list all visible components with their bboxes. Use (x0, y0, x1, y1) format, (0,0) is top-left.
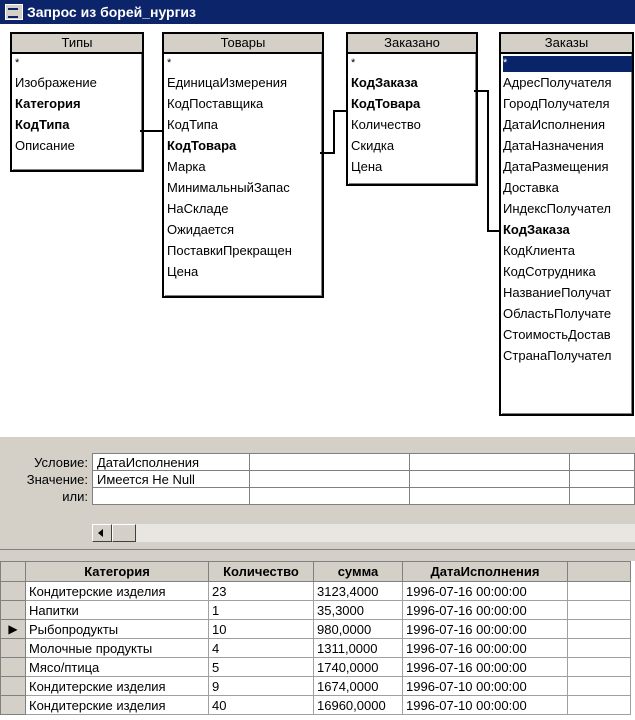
field-item[interactable]: * (15, 57, 20, 69)
criteria-field-cell-4[interactable] (569, 453, 635, 471)
table-cell[interactable]: 1996-07-16 00:00:00 (403, 620, 568, 639)
field-item[interactable]: * (503, 56, 632, 72)
criteria-field-cell[interactable]: ДатаИсполнения (92, 453, 250, 471)
table-tipy-fields (12, 54, 142, 156)
field-item[interactable]: МинимальныйЗапас (167, 180, 290, 195)
table-cell[interactable]: 1996-07-16 00:00:00 (403, 639, 568, 658)
field-item[interactable]: КодТипа (167, 117, 219, 132)
scroll-thumb[interactable] (112, 524, 136, 542)
row-selector[interactable] (1, 601, 26, 620)
table-cell[interactable]: 10 (209, 620, 314, 639)
empty-cell (568, 601, 631, 620)
empty-cell (568, 658, 631, 677)
table-cell[interactable]: Кондитерские изделия (26, 677, 209, 696)
criteria-value-cell[interactable]: Имеется Не Null (92, 470, 250, 488)
join-line-zakazano-zakazy[interactable] (474, 90, 488, 92)
field-item[interactable]: * (351, 57, 356, 69)
field-item[interactable]: * (167, 57, 172, 69)
field-item[interactable]: КодТовара (167, 138, 237, 153)
column-header[interactable]: ДатаИсполнения (403, 562, 568, 582)
title-bar[interactable] (0, 0, 635, 24)
table-cell[interactable]: 3123,4000 (314, 582, 403, 601)
field-item[interactable]: ИндексПолучател (503, 201, 611, 216)
field-item[interactable]: КодЗаказа (503, 222, 570, 237)
criteria-field-cell-2[interactable] (249, 453, 410, 471)
table-zakazano-fields (348, 54, 476, 177)
row-selector-header[interactable] (1, 562, 26, 582)
criteria-field-cell-3[interactable] (409, 453, 570, 471)
table-cell[interactable]: Напитки (26, 601, 209, 620)
table-tovary-title[interactable]: Товары (164, 34, 322, 54)
field-item[interactable]: Цена (351, 159, 383, 174)
criteria-or-cell-3[interactable] (409, 487, 570, 505)
table-cell[interactable]: 5 (209, 658, 314, 677)
table-cell[interactable]: Рыбопродукты (26, 620, 209, 639)
table-cell[interactable]: Молочные продукты (26, 639, 209, 658)
table-cell[interactable]: Мясо/птица (26, 658, 209, 677)
field-item[interactable]: СтранаПолучател (503, 348, 612, 363)
field-item[interactable]: ЕдиницаИзмерения (167, 75, 288, 90)
results-table (0, 561, 631, 715)
field-item[interactable]: НазваниеПолучат (503, 285, 612, 300)
field-item[interactable]: СтоимостьДостав (503, 327, 611, 342)
row-selector[interactable] (1, 677, 26, 696)
criteria-horizontal-scrollbar[interactable] (92, 524, 635, 542)
field-item[interactable]: Описание (15, 138, 75, 153)
field-item[interactable]: КодЗаказа (351, 75, 418, 90)
table-tovary-fields (164, 54, 322, 282)
window-title: Запрос из борей_нургиз (27, 4, 196, 20)
criteria-or-cell[interactable] (92, 487, 250, 505)
field-item[interactable]: Изображение (15, 75, 97, 90)
query-icon (5, 4, 23, 20)
table-cell[interactable]: 1996-07-16 00:00:00 (403, 601, 568, 620)
criteria-value-cell-2[interactable] (249, 470, 410, 488)
field-item[interactable]: Марка (167, 159, 206, 174)
field-item[interactable]: ПоставкиПрекращен (167, 243, 292, 258)
table-zakazano[interactable] (346, 32, 478, 186)
join-line-zakazano-zakazy-h (487, 230, 501, 232)
table-cell[interactable]: 40 (209, 696, 314, 715)
table-tipy-title[interactable]: Типы (12, 34, 142, 54)
table-cell[interactable]: 1 (209, 601, 314, 620)
criteria-or-cell-2[interactable] (249, 487, 410, 505)
field-item[interactable]: КодСотрудника (503, 264, 596, 279)
empty-cell (568, 696, 631, 715)
table-zakazy-title[interactable]: Заказы (501, 34, 632, 54)
join-line-tovary-zakazano-v (333, 110, 335, 154)
join-line-tovary-zakazano[interactable] (320, 152, 334, 154)
results-datasheet (0, 561, 635, 720)
table-tipy[interactable] (10, 32, 144, 172)
field-item[interactable]: Цена (167, 264, 199, 279)
criteria-or-cell-4[interactable] (569, 487, 635, 505)
field-item[interactable]: НаСкладе (167, 201, 229, 216)
table-cell[interactable]: 9 (209, 677, 314, 696)
field-item[interactable]: Скидка (351, 138, 395, 153)
table-cell[interactable]: 1996-07-10 00:00:00 (403, 696, 568, 715)
field-item[interactable]: КодТипа (15, 117, 70, 132)
table-row[interactable] (1, 677, 631, 696)
empty-cell (568, 582, 631, 601)
field-item[interactable]: Ожидается (167, 222, 235, 237)
criteria-value-cell-3[interactable] (409, 470, 570, 488)
arrow-left-icon (93, 525, 109, 541)
field-item[interactable]: ДатаНазначения (503, 138, 604, 153)
row-selector[interactable] (1, 696, 26, 715)
empty-column-header (568, 562, 631, 582)
table-cell[interactable]: 35,3000 (314, 601, 403, 620)
field-item[interactable]: АдресПолучателя (503, 75, 612, 90)
field-item[interactable]: Количество (351, 117, 421, 132)
table-cell[interactable]: 23 (209, 582, 314, 601)
row-selector[interactable] (1, 582, 26, 601)
table-cell[interactable]: 4 (209, 639, 314, 658)
table-zakazano-title[interactable]: Заказано (348, 34, 476, 54)
table-row[interactable] (1, 658, 631, 677)
field-item[interactable]: ОбластьПолучате (503, 306, 612, 321)
query-design-area (0, 24, 635, 436)
table-row[interactable] (1, 601, 631, 620)
table-cell[interactable]: 1996-07-10 00:00:00 (403, 677, 568, 696)
field-item[interactable]: Категория (15, 96, 81, 111)
table-cell[interactable]: Кондитерские изделия (26, 582, 209, 601)
column-header[interactable]: Количество (209, 562, 314, 582)
field-item[interactable]: ДатаИсполнения (503, 117, 606, 132)
scroll-left-button[interactable] (92, 524, 112, 542)
row-selector[interactable] (1, 658, 26, 677)
field-item[interactable]: ГородПолучателя (503, 96, 610, 111)
table-cell[interactable]: 1740,0000 (314, 658, 403, 677)
table-cell[interactable]: 16960,0000 (314, 696, 403, 715)
table-row[interactable] (1, 639, 631, 658)
table-cell[interactable]: 1996-07-16 00:00:00 (403, 658, 568, 677)
join-line-zakazano-zakazy-v (487, 90, 489, 232)
table-cell[interactable]: Кондитерские изделия (26, 696, 209, 715)
value-label: Значение: (26, 472, 88, 487)
column-header[interactable]: сумма (314, 562, 403, 582)
or-label: или: (62, 489, 88, 504)
empty-cell (568, 620, 631, 639)
field-item[interactable]: КодТовара (351, 96, 421, 111)
column-header[interactable]: Категория (26, 562, 209, 582)
field-item[interactable]: КодКлиента (503, 243, 575, 258)
table-row[interactable] (1, 582, 631, 601)
field-item[interactable]: КодПоставщика (167, 96, 264, 111)
table-cell[interactable]: 980,0000 (314, 620, 403, 639)
empty-cell (568, 677, 631, 696)
table-cell[interactable]: 1311,0000 (314, 639, 403, 658)
row-selector[interactable] (1, 639, 26, 658)
field-item[interactable]: Доставка (503, 180, 559, 195)
table-cell[interactable]: 1996-07-16 00:00:00 (403, 582, 568, 601)
table-zakazy[interactable] (499, 32, 634, 416)
join-line-tovary-zakazano-h (333, 110, 347, 112)
table-row[interactable] (1, 620, 631, 639)
empty-cell (568, 639, 631, 658)
row-selector[interactable]: ▶ (1, 620, 26, 639)
criteria-value-cell-4[interactable] (569, 470, 635, 488)
table-cell[interactable]: 1674,0000 (314, 677, 403, 696)
field-item[interactable]: ДатаРазмещения (503, 159, 609, 174)
table-zakazy-fields (501, 54, 632, 366)
condition-label: Условие: (34, 455, 88, 470)
table-row[interactable] (1, 696, 631, 715)
table-tovary[interactable] (162, 32, 324, 298)
join-line-tipy-tovary[interactable] (140, 130, 164, 132)
